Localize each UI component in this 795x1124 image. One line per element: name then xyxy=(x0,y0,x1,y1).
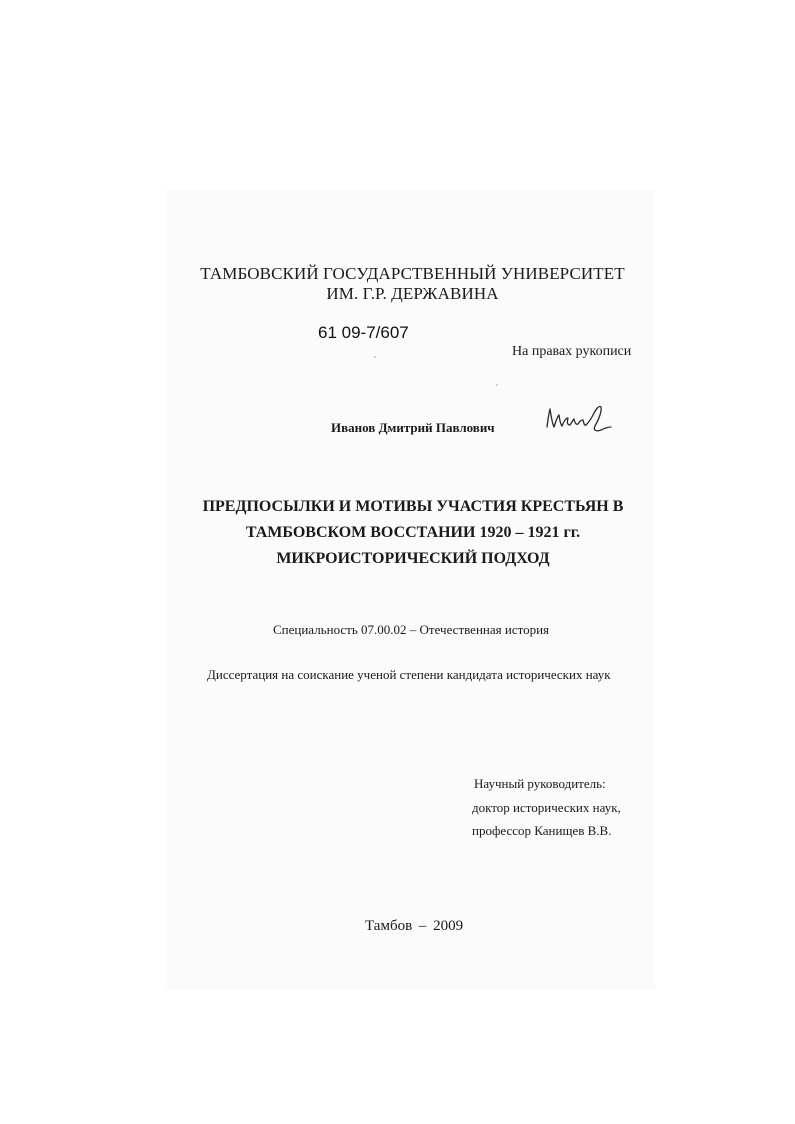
university-name-line-2: ИМ. Г.Р. ДЕРЖАВИНА xyxy=(326,284,499,303)
rights-note: На правах рукописи xyxy=(512,344,632,359)
catalog-code: 61 09-7/607 xyxy=(318,323,409,342)
advisor-degree: доктор исторических наук, xyxy=(472,800,621,815)
specialty-line: Специальность 07.00.02 – Отечественная история xyxy=(273,622,550,637)
advisor-label: Научный руководитель: xyxy=(474,776,606,791)
handwritten-signature xyxy=(543,401,613,437)
scanned-page-area xyxy=(165,190,655,990)
thesis-title-line-2: ТАМБОВСКОМ ВОССТАНИИ 1920 – 1921 гг. xyxy=(245,524,581,541)
author-name: Иванов Дмитрий Павлович xyxy=(331,420,495,435)
advisor-name: профессор Канищев В.В. xyxy=(472,823,612,838)
city-year: Тамбов – 2009 xyxy=(365,918,464,934)
university-name-line-1: ТАМБОВСКИЙ ГОСУДАРСТВЕННЫЙ УНИВЕРСИТЕТ xyxy=(200,264,625,283)
thesis-title-line-3: МИКРОИСТОРИЧЕСКИЙ ПОДХОД xyxy=(276,550,550,567)
scan-speck xyxy=(496,384,498,386)
thesis-title-line-1: ПРЕДПОСЫЛКИ И МОТИВЫ УЧАСТИЯ КРЕСТЬЯН В xyxy=(202,498,624,515)
degree-line: Диссертация на соискание ученой степени кандидата исторических наук xyxy=(207,667,611,682)
scan-speck xyxy=(374,356,376,358)
